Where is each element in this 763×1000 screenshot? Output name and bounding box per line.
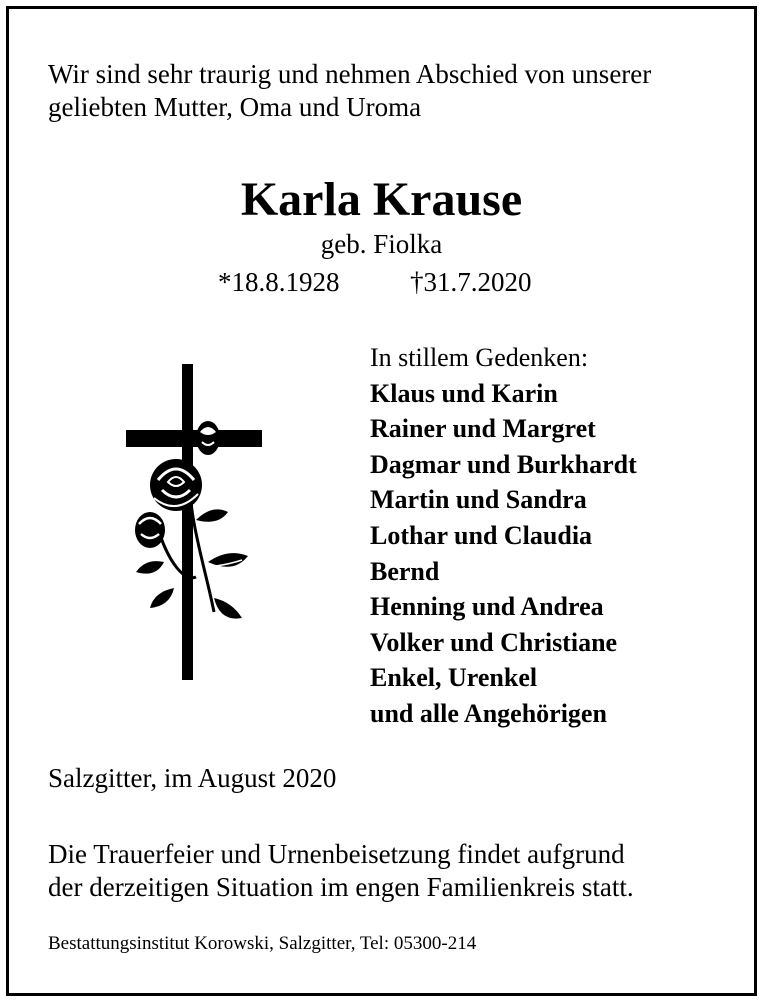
deceased-name: Karla Krause: [240, 173, 523, 226]
mourner-entry: Martin und Sandra: [370, 485, 587, 515]
funeral-notice: [48, 838, 738, 904]
place-and-date: Salzgitter, im August 2020: [48, 763, 337, 793]
mourner-entry: Dagmar und Burkhardt: [370, 449, 637, 479]
notice-line: Die Trauerfeier und Urnenbeisetzung findet aufgrund: [48, 839, 625, 869]
birth-date: *18.8.1928: [218, 267, 340, 297]
cross-with-roses-icon: [124, 362, 264, 682]
mourner-entry: Enkel, Urenkel: [370, 663, 538, 693]
intro-line: Wir sind sehr traurig und nehmen Abschied von unserer: [48, 59, 652, 89]
intro-text: [48, 58, 738, 124]
mourner-entry: Lothar und Claudia: [370, 520, 593, 550]
mourners-list: [370, 340, 750, 732]
mourners-heading: In stillem Gedenken:: [370, 343, 589, 372]
mourner-entry: Henning und Andrea: [370, 592, 604, 622]
undertaker-contact: Bestattungsinstitut Korowski, Salzgitter, Tel: 05300-214: [48, 933, 477, 954]
mourner-entry: Bernd: [370, 556, 440, 586]
mourner-entry: Klaus und Karin: [370, 378, 558, 408]
notice-line: der derzeitigen Situation im engen Familienkreis statt.: [48, 872, 634, 902]
death-date: †31.7.2020: [410, 267, 532, 297]
mourner-entry: Volker und Christiane: [370, 627, 618, 657]
birth-name: geb. Fiolka: [320, 229, 443, 259]
intro-line: geliebten Mutter, Oma und Uroma: [48, 92, 422, 122]
mourner-entry: und alle Angehörigen: [370, 698, 607, 728]
mourner-entry: Rainer und Margret: [370, 414, 596, 444]
